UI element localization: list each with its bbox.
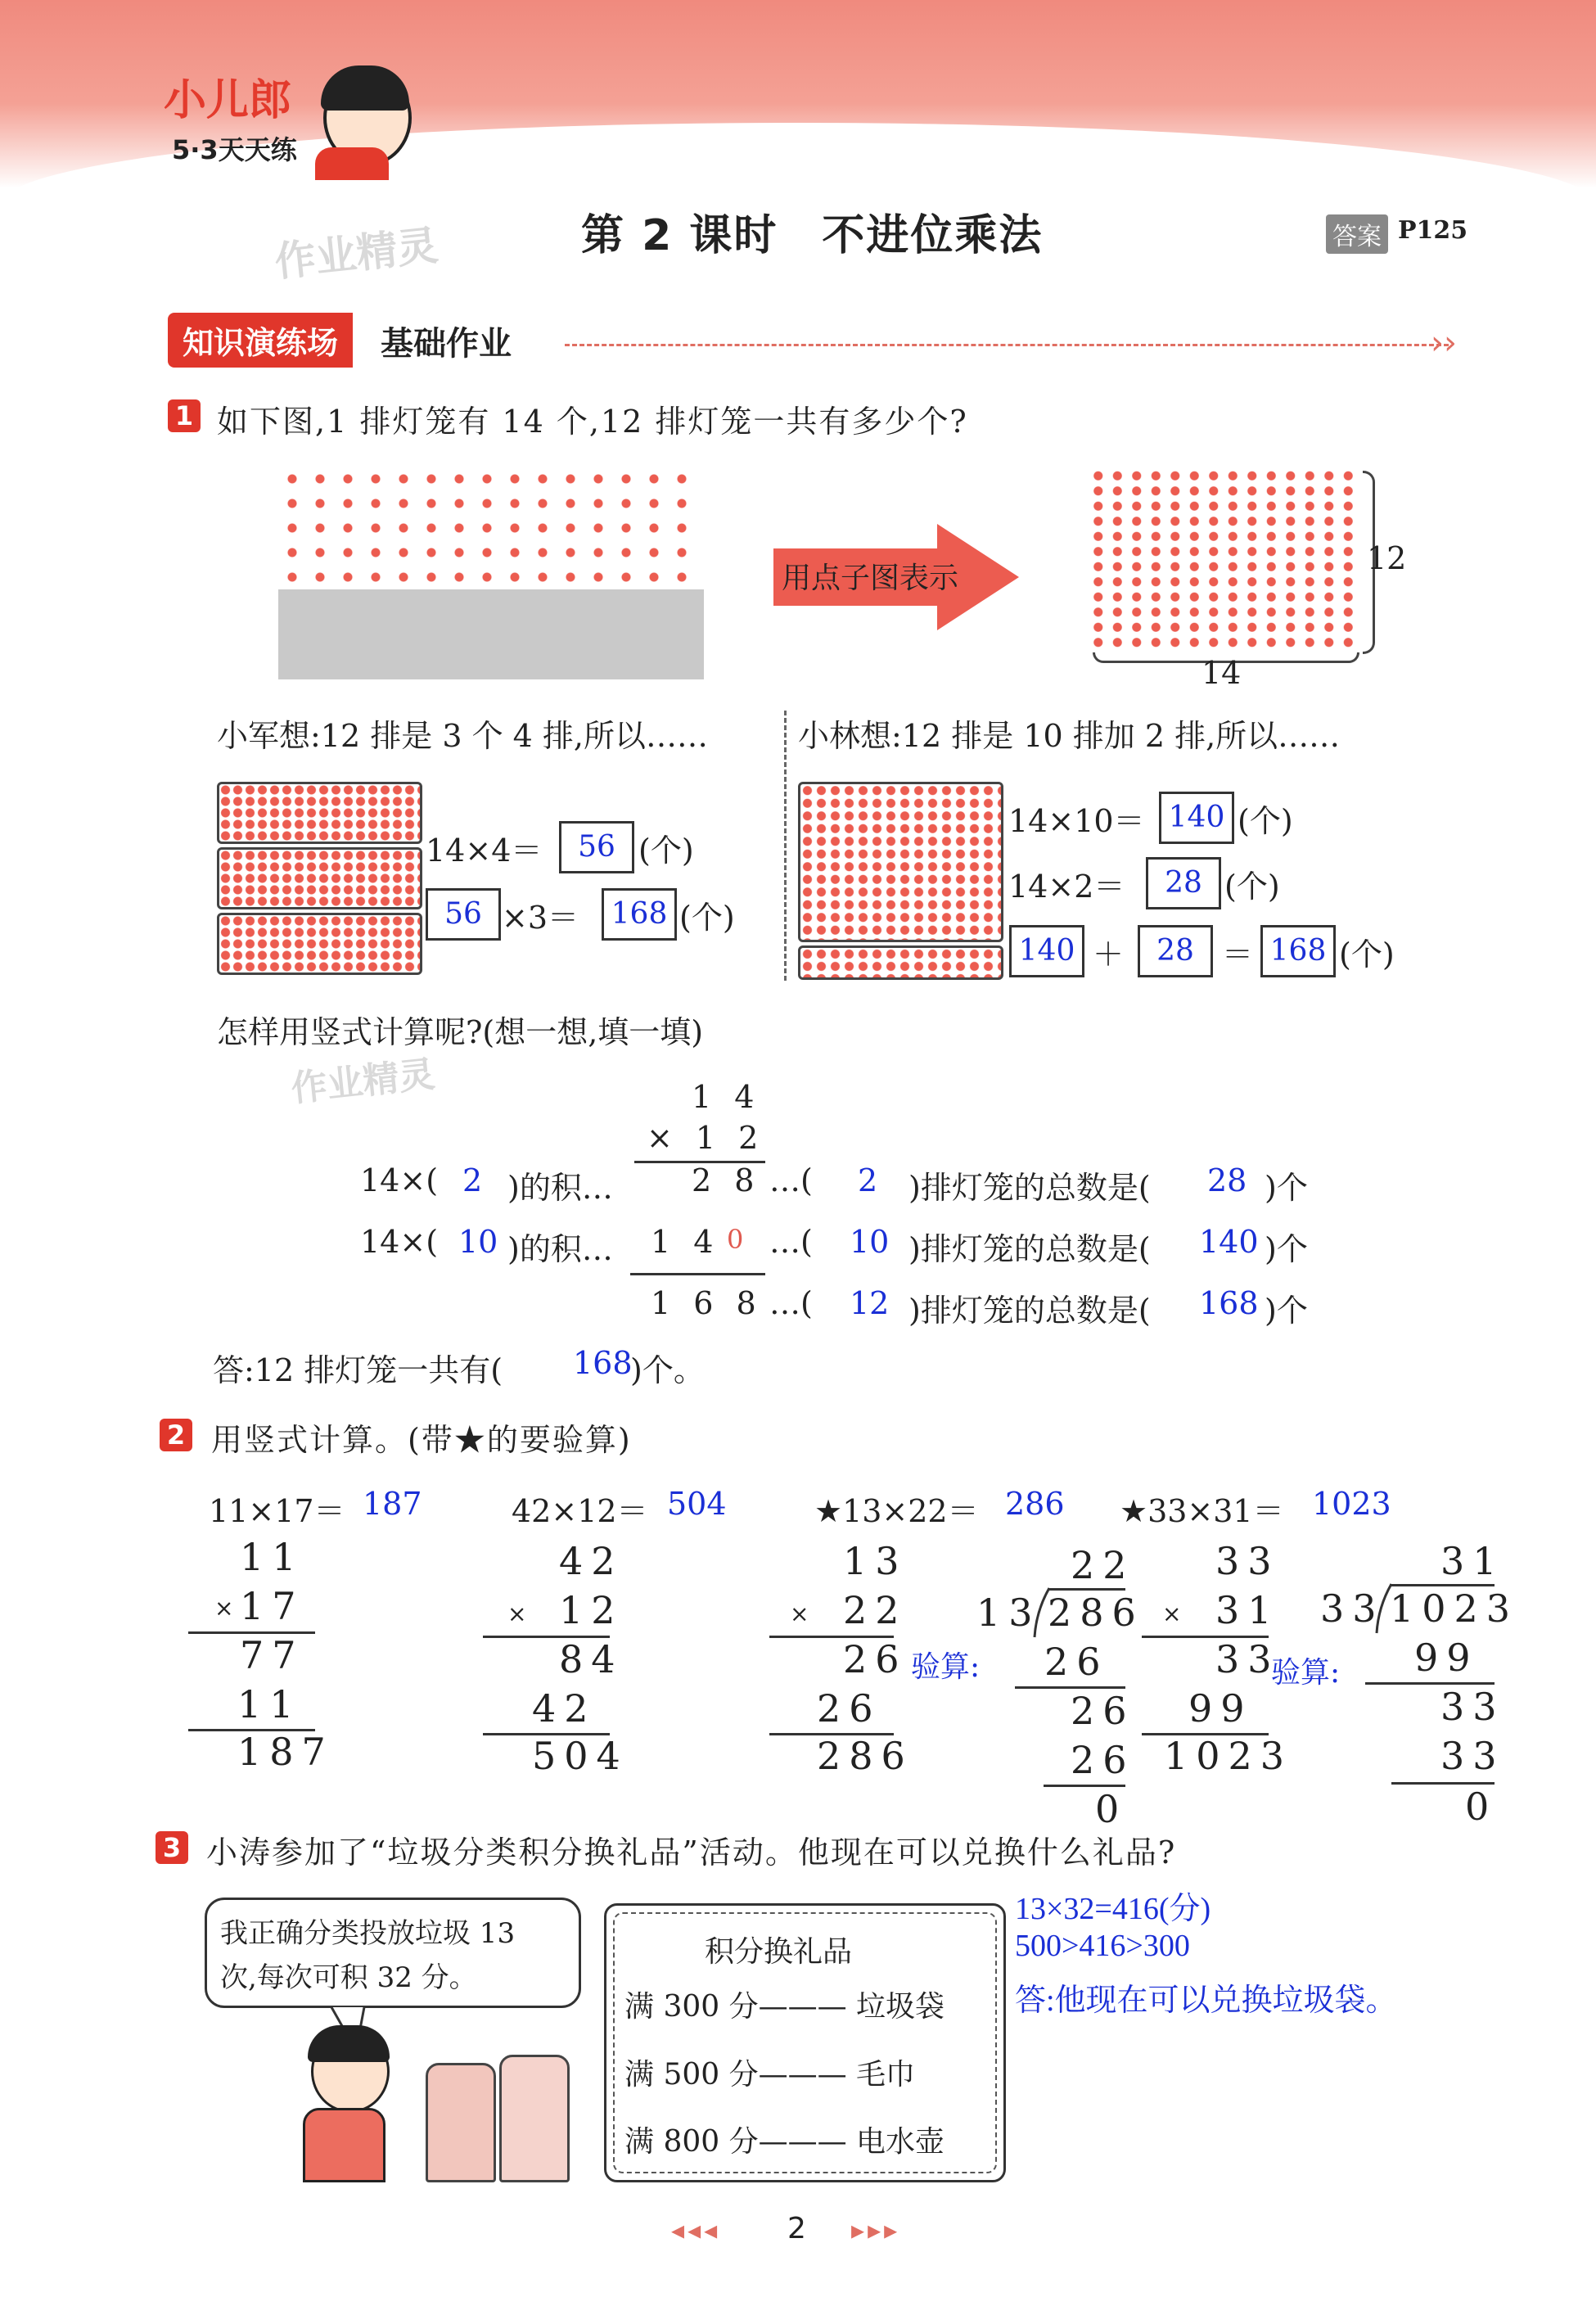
p4-quotient: 31 (1440, 1539, 1505, 1583)
vert-r2-num: 1 4 (651, 1224, 720, 1260)
p2-r2: 42 (532, 1686, 597, 1731)
xj-eq1-unit: (个) (638, 833, 694, 869)
p3-a: 13 (843, 1539, 908, 1583)
question-number: 2 (160, 1419, 192, 1451)
vert-top: 1 4 (692, 1079, 761, 1115)
trash-bin-1 (426, 2063, 496, 2182)
p3-expr: ★13×22＝ (814, 1493, 979, 1529)
vert-mul: × 1 2 (647, 1120, 765, 1156)
p2-res: 504 (532, 1734, 629, 1778)
p2-b: 12 (559, 1588, 624, 1632)
dot-block-10 (798, 782, 1003, 942)
p4-times: × (1162, 1600, 1182, 1627)
p3-s1: 26 (1044, 1640, 1109, 1684)
cols-label: 14 (1202, 655, 1242, 691)
p4-answer[interactable]: 1023 (1312, 1486, 1391, 1522)
xj-eq1-left: 14×4＝ (426, 833, 543, 869)
rows-label: 12 (1367, 540, 1407, 576)
vert-r1-end: )个 (1265, 1170, 1308, 1206)
dot-block-1 (217, 782, 422, 844)
vert-r2-zero: 0 (727, 1224, 744, 1255)
reward-card-title: 积分换礼品 (705, 1935, 853, 1969)
vert-r2-bpost: )排灯笼的总数是( (908, 1231, 1151, 1267)
xl-eq3-eq: ＝ (1222, 936, 1254, 973)
lantern-rows (278, 467, 704, 589)
prev-arrows-icon: ◂◂◂ (671, 2214, 721, 2245)
xl-eq3-unit: (个) (1339, 936, 1395, 973)
vert-line-2 (630, 1273, 765, 1275)
xl-eq3-b[interactable]: 28 (1138, 925, 1213, 977)
page-title: 第 2 课时 不进位乘法 (581, 211, 1044, 260)
vert-r1-bpost: )排灯笼的总数是( (908, 1170, 1151, 1206)
page-number: 2 (787, 2212, 806, 2245)
p3-check-label: 验算: (911, 1650, 981, 1684)
question-number: 3 (156, 1831, 188, 1864)
p3-dividend: 286 (1048, 1591, 1144, 1635)
p4-s1: 99 (1414, 1636, 1479, 1680)
p4-a: 33 (1215, 1539, 1280, 1583)
reward-row-2: 满 500 分——— 毛巾 (624, 2058, 916, 2092)
section-divider (565, 344, 1449, 346)
xj-eq1-answer[interactable]: 56 (559, 821, 634, 873)
dot-block-2 (217, 847, 422, 909)
reward-row-3: 满 800 分——— 电水壶 (624, 2125, 945, 2159)
reward-row-1: 满 300 分——— 垃圾袋 (624, 1990, 945, 2024)
vert-r1-num: 2 8 (692, 1162, 761, 1198)
reward-card (604, 1903, 1006, 2182)
arrow-label: 用点子图表示 (782, 562, 959, 595)
p4-r2: 99 (1188, 1686, 1253, 1731)
p3-s2: 26 (1071, 1689, 1135, 1733)
p1-r2: 11 (237, 1682, 302, 1726)
p2-times: × (507, 1600, 527, 1627)
xj-eq2-a[interactable]: 56 (426, 888, 501, 941)
vert-r1-b[interactable]: 2 (858, 1162, 878, 1198)
vert-r2-b[interactable]: 10 (850, 1224, 890, 1260)
p4-check-label: 验算: (1271, 1656, 1341, 1690)
xl-eq2-unit: (个) (1224, 869, 1280, 905)
question-number: 1 (168, 399, 201, 432)
xl-eq3-a[interactable]: 140 (1009, 925, 1084, 977)
q1-answer-value[interactable]: 168 (573, 1345, 633, 1381)
boy-hair (308, 2025, 390, 2062)
p3-res: 286 (817, 1734, 913, 1778)
p1-a: 11 (240, 1535, 304, 1579)
speech-bubble (205, 1898, 581, 2008)
p4-expr: ★33×31＝ (1120, 1493, 1284, 1529)
p3-quotient: 22 (1071, 1543, 1135, 1587)
work-line-2: 500>416>300 (1015, 1929, 1190, 1963)
xiaolin-intro: 小林想:12 排是 10 排加 2 排,所以…… (798, 718, 1341, 754)
dot-grid (1089, 468, 1359, 650)
p4-divisor: 33 (1320, 1586, 1385, 1631)
p4-s3: 33 (1440, 1734, 1505, 1778)
p4-s2: 33 (1440, 1685, 1505, 1729)
section-sublabel: 基础作业 (381, 325, 512, 363)
p4-b: 31 (1215, 1588, 1280, 1632)
xl-eq2-answer[interactable]: 28 (1146, 857, 1221, 909)
bubble-line-1: 我正确分类投放垃圾 13 (220, 1917, 516, 1950)
p1-expr: 11×17＝ (209, 1493, 345, 1529)
lantern-illustration (278, 467, 704, 679)
vert-r1-mid: )的积… (507, 1170, 613, 1206)
xl-eq2-left: 14×2＝ (1008, 869, 1125, 905)
p3-divisor: 13 (976, 1591, 1041, 1635)
p2-answer[interactable]: 504 (667, 1486, 727, 1522)
dot-block-2rows (798, 945, 1003, 980)
p1-times: × (214, 1595, 234, 1622)
p1-r1: 77 (240, 1633, 304, 1677)
vert-r2-a[interactable]: 10 (458, 1224, 498, 1260)
p3-times: × (790, 1600, 809, 1627)
question-prompt: 用竖式计算。(带★的要验算) (211, 1422, 632, 1458)
p2-r1: 84 (559, 1637, 624, 1681)
vert-r3-bpost: )排灯笼的总数是( (908, 1293, 1151, 1329)
vert-r1-pre: 14×( (360, 1162, 439, 1198)
work-answer: 答:他现在可以兑换垃圾袋。 (1015, 1983, 1397, 2018)
p1-res: 187 (237, 1730, 334, 1774)
xl-eq1-left: 14×10＝ (1008, 803, 1145, 839)
trash-bin-2 (499, 2055, 570, 2182)
xiaojun-intro: 小军想:12 排是 3 个 4 排,所以…… (217, 718, 708, 754)
kid-illustration (237, 2030, 581, 2177)
p4-dividend: 1023 (1390, 1586, 1519, 1631)
p3-answer[interactable]: 286 (1005, 1486, 1065, 1522)
vert-r2-bpre: …( (769, 1224, 813, 1260)
xl-eq3-answer[interactable]: 168 (1260, 925, 1336, 977)
question-prompt: 小涛参加了“垃圾分类积分换礼品”活动。他现在可以兑换什么礼品? (206, 1834, 1177, 1871)
boy-shirt (303, 2108, 385, 2182)
work-line-1: 13×32=416(分) (1015, 1892, 1211, 1926)
vert-r1-a[interactable]: 2 (462, 1162, 483, 1198)
vert-r3-num: 1 6 8 (651, 1285, 763, 1321)
bubble-line-2: 次,每次可积 32 分。 (220, 1961, 477, 1994)
p3-s3: 26 (1071, 1738, 1135, 1782)
vert-r1-c[interactable]: 28 (1207, 1162, 1247, 1198)
p3-r1: 26 (843, 1637, 908, 1681)
p4-res: 1023 (1164, 1734, 1293, 1778)
p3-b: 22 (843, 1588, 908, 1632)
p1-b: 17 (240, 1584, 304, 1628)
answer-page: P125 (1398, 216, 1468, 245)
dot-block-3 (217, 913, 422, 975)
vert-r3-b[interactable]: 12 (850, 1285, 890, 1321)
xl-eq1-answer[interactable]: 140 (1159, 792, 1234, 844)
p1-answer[interactable]: 187 (363, 1486, 422, 1522)
answer-label: 答案 (1326, 214, 1388, 254)
xl-eq3-plus: ＋ (1093, 936, 1125, 973)
xl-eq1-unit: (个) (1238, 803, 1293, 839)
q1-answer-pre: 答:12 排灯笼一共有( (213, 1352, 503, 1388)
column-divider (784, 711, 787, 981)
p3-r2: 26 (817, 1686, 881, 1731)
vert-r2-mid: )的积… (507, 1231, 613, 1267)
next-arrows-icon: ▸▸▸ (851, 2214, 901, 2245)
vert-r2-end: )个 (1265, 1231, 1308, 1267)
watermark-2: 作业精灵 (289, 1053, 437, 1111)
vert-r2-c[interactable]: 140 (1199, 1224, 1259, 1260)
brand-logo: 小儿郎 (164, 76, 292, 125)
vert-r2-pre: 14×( (360, 1224, 439, 1260)
xj-eq2-unit: (个) (679, 900, 735, 936)
xj-eq2-mid: ×3＝ (502, 900, 579, 936)
q1-answer-post: )个。 (630, 1352, 705, 1388)
section-label: 知识演练场 (168, 313, 353, 368)
p3-rem: 0 (1095, 1787, 1128, 1831)
chevron-right-icon: ›› (1431, 324, 1457, 362)
vert-r1-bpre: …( (769, 1162, 813, 1198)
mascot-shirt (315, 147, 389, 180)
vertical-prompt: 怎样用竖式计算呢?(想一想,填一填) (217, 1014, 704, 1050)
vert-r3-end: )个 (1265, 1293, 1308, 1329)
xj-eq2-answer[interactable]: 168 (602, 888, 677, 941)
p4-rem: 0 (1465, 1785, 1498, 1829)
p2-expr: 42×12＝ (512, 1493, 648, 1529)
watermark: 作业精灵 (272, 221, 440, 287)
p4-r1: 33 (1215, 1637, 1280, 1681)
brand-subtitle: 5·3天天练 (172, 134, 297, 165)
question-prompt: 如下图,1 排灯笼有 14 个,12 排灯笼一共有多少个? (217, 404, 968, 440)
p2-a: 42 (559, 1539, 624, 1583)
vert-r3-c[interactable]: 168 (1199, 1285, 1259, 1321)
vert-r3-bpre: …( (769, 1285, 813, 1321)
